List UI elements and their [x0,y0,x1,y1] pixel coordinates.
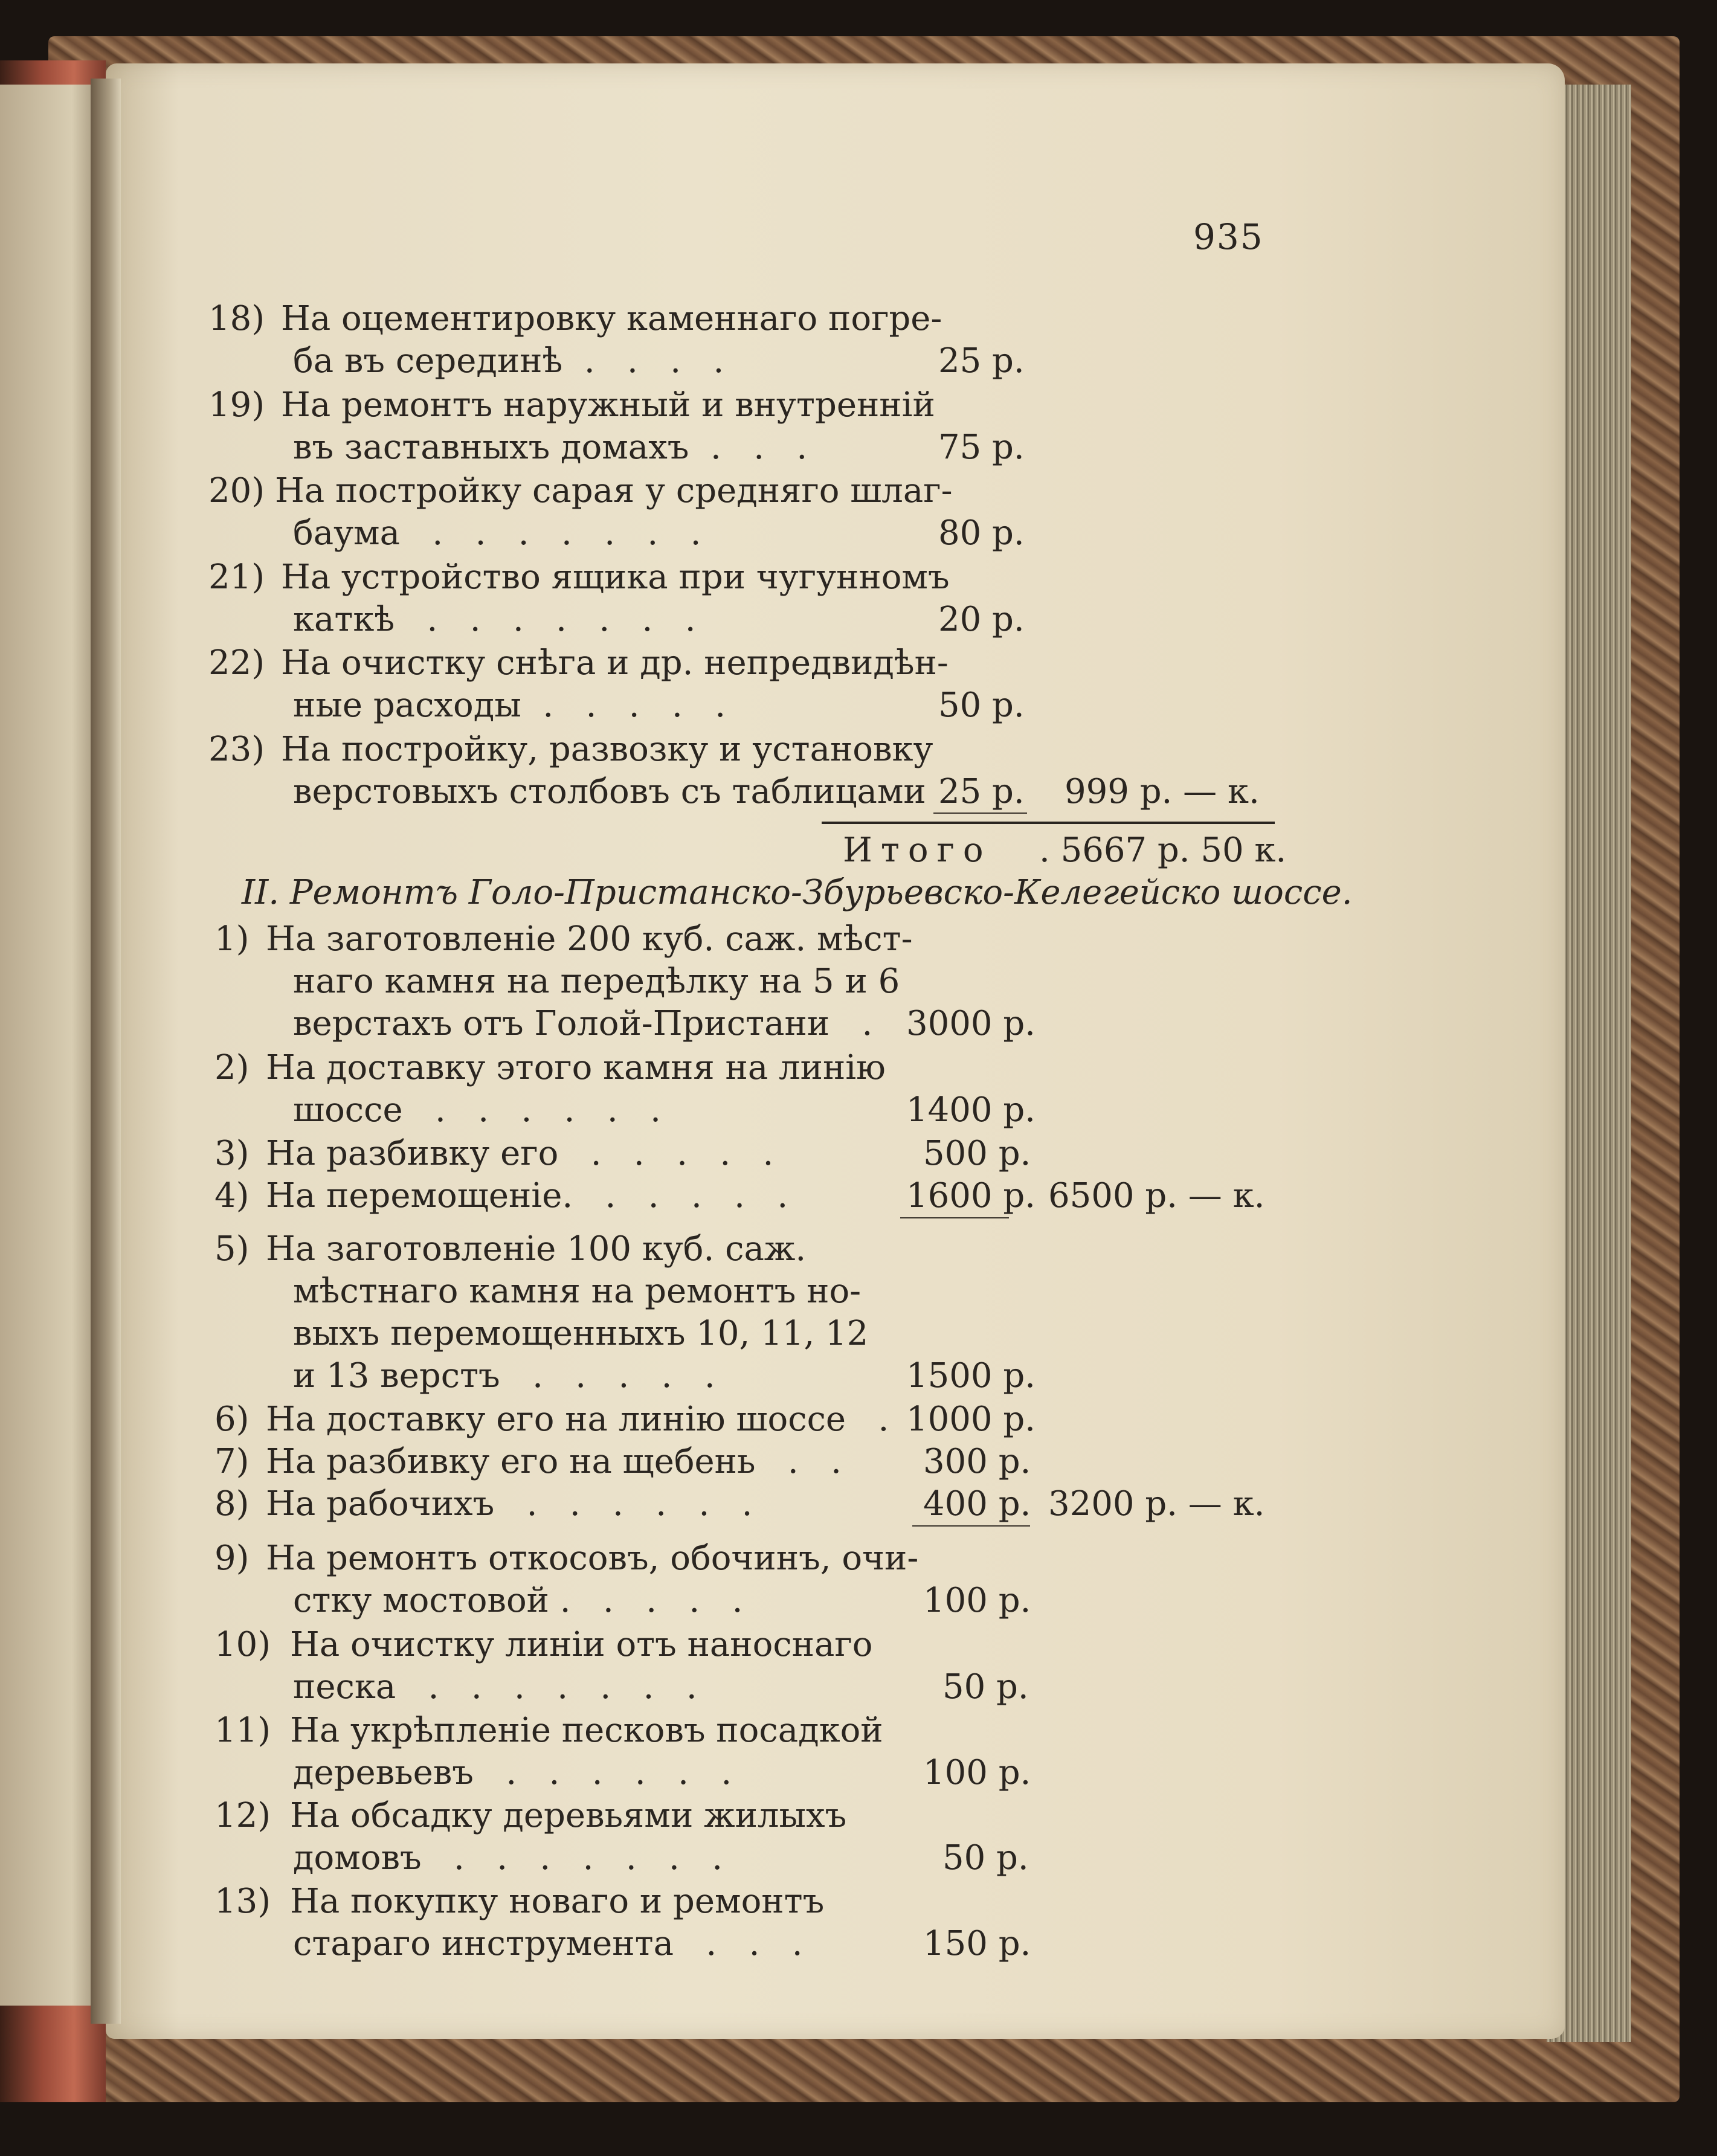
item-number: 9) [214,1539,250,1578]
section-heading: II. Ремонтъ Голо-Пристанско-Збурьевско-Келегейско шоссе. [242,873,1353,912]
item-number: 1) [214,919,250,959]
item-number: 2) [214,1048,250,1087]
item-text-line: На разбивку его . . . . . [266,1134,774,1173]
item-text-line: На покупку новаго и ремонтъ [290,1882,825,1921]
item-amount: 1400 р. [906,1090,1036,1130]
item-text-line: На обсадку деревьями жилыхъ [290,1796,847,1835]
item-amount: 25 р. [938,772,1025,811]
item-text-line: песка . . . . . . . [293,1667,697,1707]
item-text-line: На постройку сарая у средняго шлаг- [275,471,953,510]
item-amount: 150 р. [923,1924,1031,1963]
item-text-line: домовъ . . . . . . . [293,1838,723,1878]
amount-underline [933,813,1027,814]
item-text-line: На оцементировку каменнаго погре- [281,299,942,338]
total-rule [822,822,1275,824]
amount-underline [900,1217,1009,1218]
item-text-line: На очистку снѣга и др. непредвидѣн- [281,643,949,683]
item-number: 13) [214,1882,271,1921]
item-text-line: каткѣ . . . . . . . [293,600,696,639]
item-text-line: ба въ серединѣ . . . . [293,341,724,381]
item-number: 4) [214,1176,250,1215]
item-text-line: На очистку линіи отъ наноснаго [290,1625,873,1664]
item-text-line: На постройку, развозку и установку [281,730,933,769]
item-number: 8) [214,1484,250,1524]
item-number: 20) [208,471,265,510]
item-text-line: деревьевъ . . . . . . [293,1753,732,1792]
item-number: 22) [208,643,265,683]
item-text-line: верстахъ отъ Голой-Пристани . [293,1004,873,1043]
item-text-line: На заготовленіе 100 куб. саж. [266,1229,807,1269]
amount-underline [912,1525,1030,1527]
page-number: 935 [1193,216,1264,257]
item-amount: 100 р. [923,1581,1031,1620]
item-number: 7) [214,1442,250,1481]
item-text-line: баума . . . . . . . [293,513,701,553]
item-text-line: мѣстнаго камня на ремонтъ но- [293,1272,862,1311]
item-amount: 50 р. [942,1838,1029,1878]
item-text-line: верстовыхъ столбовъ съ таблицами [293,772,926,811]
item-amount: 50 р. [942,1667,1029,1707]
item-number: 6) [214,1400,250,1439]
item-amount: 1500 р. [906,1356,1036,1395]
item-text-line: стараго инструмента . . . [293,1924,803,1963]
item-text-line: На рабочихъ . . . . . . [266,1484,753,1524]
item-number: 12) [214,1796,271,1835]
item-number: 10) [214,1625,271,1664]
item-number: 3) [214,1134,250,1173]
item-text-line: ные расходы . . . . . [293,686,726,725]
item-text-line: На доставку этого камня на линію [266,1048,886,1087]
item-text-line: стку мостовой . . . . . [293,1581,743,1620]
item-amount: 300 р. [923,1442,1031,1481]
item-text-line: На ремонтъ откосовъ, обочинъ, очи- [266,1539,919,1578]
item-number: 23) [208,730,265,769]
item-number: 21) [208,558,265,597]
item-amount: 50 р. [938,686,1025,725]
item-text-line: На доставку его на линію шоссе . [266,1400,889,1439]
subtotal-amount: 6500 р. — к. [1048,1176,1265,1215]
item-number: 18) [208,299,265,338]
item-text-line: На устройство ящика при чугунномъ [281,558,950,597]
item-text-line: На заготовленіе 200 куб. саж. мѣст- [266,919,913,959]
item-amount: 1000 р. [906,1400,1036,1439]
item-text-line: шоссе . . . . . . [293,1090,661,1130]
item-amount: 25 р. [938,341,1025,381]
item-text-line: въ заставныхъ домахъ . . . [293,428,808,467]
item-amount: 80 р. [938,513,1025,553]
item-amount: 500 р. [923,1134,1031,1173]
item-text-line: наго камня на передѣлку на 5 и 6 [293,962,900,1001]
item-text-line: и 13 верстъ . . . . . [293,1356,715,1395]
item-amount: 20 р. [938,600,1025,639]
item-number: 5) [214,1229,250,1269]
item-number: 11) [214,1711,271,1750]
item-amount: 100 р. [923,1753,1031,1792]
item-amount: 400 р. [923,1484,1031,1524]
total-value: . 5667 р. 50 к. [1039,831,1287,870]
item-text-line: На разбивку его на щебень . . [266,1442,842,1481]
item-number: 19) [208,385,265,425]
item-amount: 1600 р. [906,1176,1036,1215]
item-text-line: На ремонтъ наружный и внутренній [281,385,935,425]
subtotal-amount: 999 р. — к. [1065,772,1260,811]
item-text-line: На укрѣпленіе песковъ посадкой [290,1711,883,1750]
subtotal-amount: 3200 р. — к. [1048,1484,1265,1524]
total-label: Итого [843,831,992,870]
item-text-line: выхъ перемощенныхъ 10, 11, 12 [293,1314,869,1353]
item-amount: 75 р. [938,428,1025,467]
item-amount: 3000 р. [906,1004,1036,1043]
item-text-line: На перемощеніе. . . . . . [266,1176,788,1215]
